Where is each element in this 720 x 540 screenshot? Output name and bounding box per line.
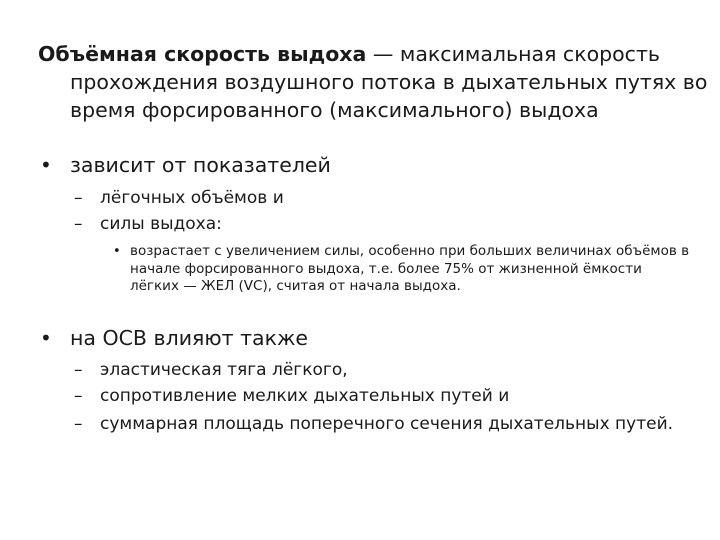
sub-item-text: суммарная площадь поперечного сечения дыхательных путей. (100, 414, 674, 434)
sub-item-text: силы выдоха: (100, 214, 222, 234)
bullet-item-2 (38, 324, 720, 352)
sub-item-text: лёгочных объёмов и (100, 188, 284, 208)
bullet-marker: • (40, 326, 52, 350)
bullet-item-1 (38, 151, 720, 179)
sub-item-text: эластическая тяга лёгкого, (100, 360, 348, 380)
sub-sub-item-text: возрастает с увеличением силы, особенно при больших величинах объёмов в начале форсированного выдоха, т.е. более 75% от жизненной ёмкости лёгких — ЖЕЛ (VC), считая от начала выдоха. (130, 243, 690, 294)
sub-item-2-2 (74, 384, 720, 408)
sub-item-2-1 (74, 358, 720, 382)
dash-marker: – (74, 360, 83, 380)
sub-sub-item-1-2-1 (112, 243, 695, 296)
sub-item-1-1 (74, 186, 720, 210)
definition-term: Объёмная скорость выдоха (38, 42, 367, 66)
dash-marker: – (74, 214, 83, 234)
definition-paragraph (38, 40, 710, 124)
bullet-marker: • (40, 153, 52, 177)
bullet-text: зависит от показателей (70, 153, 331, 177)
dash-marker: – (74, 188, 83, 208)
bullet-text: на ОСВ влияют также (70, 326, 309, 350)
sub-item-2-3 (74, 412, 720, 436)
definition-text: — максимальная скорость прохождения воздушного потока в дыхательных путях во время форсированного (максимального) выдоха (70, 42, 708, 122)
bullet-marker: • (113, 244, 121, 259)
sub-item-1-2 (74, 212, 720, 236)
dash-marker: – (74, 386, 83, 406)
dash-marker: – (74, 414, 83, 434)
sub-item-text: сопротивление мелких дыхательных путей и (100, 386, 510, 406)
